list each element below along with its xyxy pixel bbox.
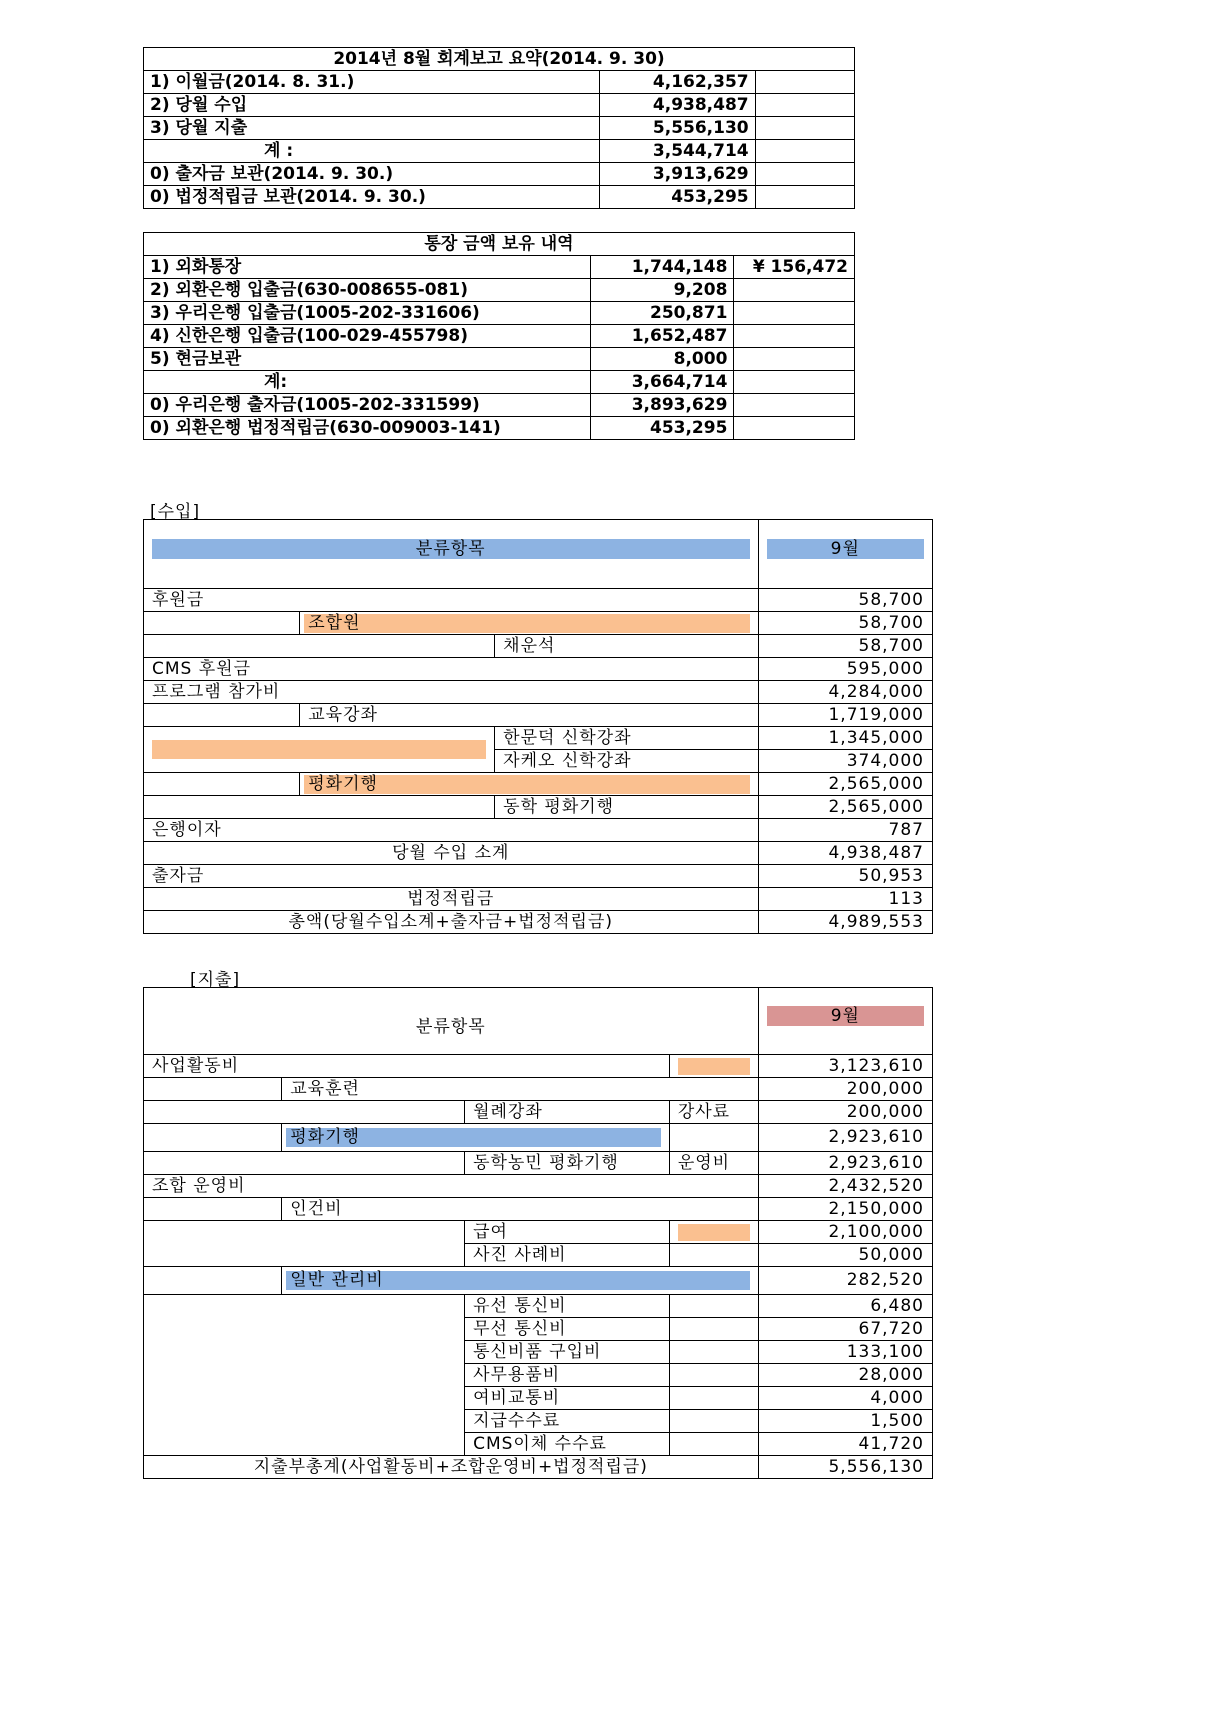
- income-table: [143, 519, 933, 934]
- table-row: 여비교통비 4,000: [144, 1387, 933, 1410]
- table-row: 지출부총계(사업활동비+조합운영비+법정적립금) 5,556,130: [144, 1456, 933, 1479]
- table-row: 유선 통신비 6,480: [144, 1295, 933, 1318]
- table-row: 채운석 58,700: [144, 635, 933, 658]
- accounts-title: 통장 금액 보유 내역: [144, 233, 855, 256]
- table-row: 무선 통신비 67,720: [144, 1318, 933, 1341]
- table-row: 계: 3,664,714: [144, 371, 855, 394]
- table-row: 총액(당월수입소계+출자금+법정적립금) 4,989,553: [144, 911, 933, 934]
- table-row: 1) 이월금(2014. 8. 31.) 4,162,357: [144, 71, 855, 94]
- table-row: 5) 현금보관 8,000: [144, 348, 855, 371]
- table-row: CMS이체 수수료 41,720: [144, 1433, 933, 1456]
- table-row: 계 : 3,544,714: [144, 140, 855, 163]
- table-row: 출자금 50,953: [144, 865, 933, 888]
- summary-table: [143, 47, 855, 209]
- table-row: 3) 당월 지출 5,556,130: [144, 117, 855, 140]
- table-row: 조합원 58,700: [144, 612, 933, 635]
- expense-month-header: 9월: [767, 1006, 924, 1026]
- table-row: 교육강좌 1,719,000: [144, 704, 933, 727]
- expense-category-header: 분류항목: [144, 988, 759, 1055]
- table-row: 0) 우리은행 출자금(1005-202-331599) 3,893,629: [144, 394, 855, 417]
- table-row: 통신비품 구입비 133,100: [144, 1341, 933, 1364]
- income-header-row: [144, 520, 933, 589]
- table-row: 지급수수료 1,500: [144, 1410, 933, 1433]
- table-row: 2) 외환은행 입출금(630-008655-081) 9,208: [144, 279, 855, 302]
- table-row: 1) 외화통장 1,744,148 ¥ 156,472: [144, 256, 855, 279]
- table-row: 사업활동비 3,123,610: [144, 1055, 933, 1078]
- table-row: 0) 출자금 보관(2014. 9. 30.) 3,913,629: [144, 163, 855, 186]
- table-row: 일반 관리비 282,520: [144, 1267, 933, 1295]
- table-row: 프로그램 참가비 4,284,000: [144, 681, 933, 704]
- table-row: 교육훈련 200,000: [144, 1078, 933, 1101]
- table-row: 평화기행 2,923,610: [144, 1124, 933, 1152]
- table-row: CMS 후원금 595,000: [144, 658, 933, 681]
- income-section-label: [수입]: [150, 502, 201, 522]
- table-row: 사무용품비 28,000: [144, 1364, 933, 1387]
- yen-balance: ¥ 156,472: [734, 256, 855, 279]
- expense-section-label: [지출]: [190, 970, 241, 990]
- income-category-header: 분류항목: [152, 539, 750, 559]
- table-row: 4) 신한은행 입출금(100-029-455798) 1,652,487: [144, 325, 855, 348]
- table-row: 월례강좌 강사료 200,000: [144, 1101, 933, 1124]
- table-row: 은행이자 787: [144, 819, 933, 842]
- income-month-header: 9월: [767, 539, 924, 559]
- table-row: 후원금 58,700: [144, 589, 933, 612]
- table-row: 자케오 신학강좌 374,000: [144, 750, 933, 773]
- table-row: 평화기행 2,565,000: [144, 773, 933, 796]
- table-row: 0) 외환은행 법정적립금(630-009003-141) 453,295: [144, 417, 855, 440]
- table-row: 한문덕 신학강좌 1,345,000: [144, 727, 933, 750]
- table-row: 조합 운영비 2,432,520: [144, 1175, 933, 1198]
- table-row: 0) 법정적립금 보관(2014. 9. 30.) 453,295: [144, 186, 855, 209]
- table-row: 동학농민 평화기행 운영비 2,923,610: [144, 1152, 933, 1175]
- expense-table: [143, 987, 933, 1479]
- expense-header-row: [144, 988, 933, 1055]
- table-row: 동학 평화기행 2,565,000: [144, 796, 933, 819]
- table-row: 사진 사례비 50,000: [144, 1244, 933, 1267]
- table-row: 2) 당월 수입 4,938,487: [144, 94, 855, 117]
- table-row: 인건비 2,150,000: [144, 1198, 933, 1221]
- table-row: 급여 2,100,000: [144, 1221, 933, 1244]
- table-row: 당월 수입 소계 4,938,487: [144, 842, 933, 865]
- table-row: 법정적립금 113: [144, 888, 933, 911]
- summary-title: 2014년 8월 회계보고 요약(2014. 9. 30): [144, 48, 855, 71]
- table-row: 3) 우리은행 입출금(1005-202-331606) 250,871: [144, 302, 855, 325]
- accounts-table: [143, 232, 855, 440]
